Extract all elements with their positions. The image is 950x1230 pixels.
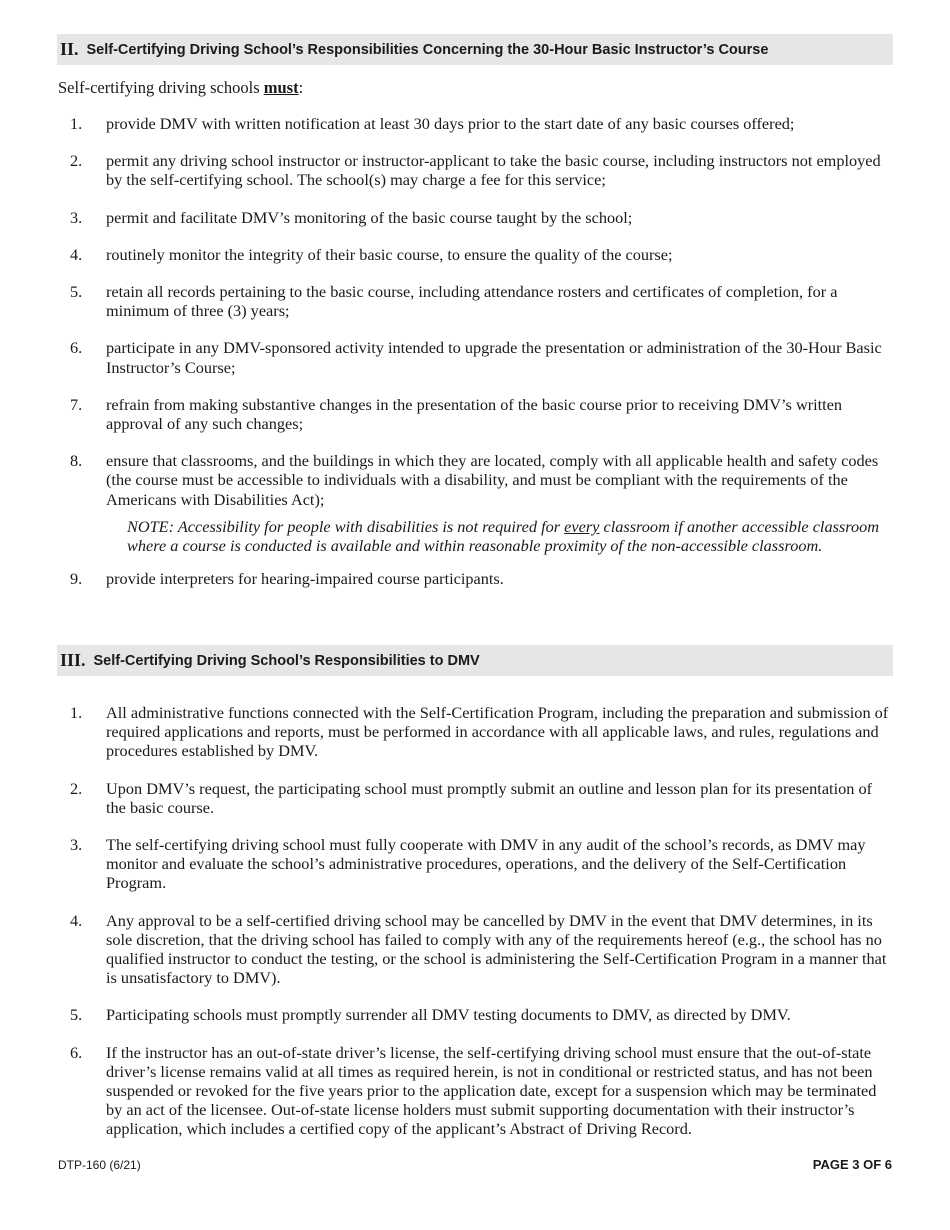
list-item [58, 151, 894, 189]
item-number: 9. [70, 569, 83, 589]
section-3-header [57, 645, 893, 676]
list-item [58, 395, 894, 433]
list-item [58, 114, 894, 133]
item-number: 8. [70, 451, 83, 471]
item-text: If the instructor has an out-of-state driver’s license, the self-certifying driving school must ensure that the out-of-state driver’s license remains valid at all times as required herein, is not in conditional or restricted status, and has not been suspended or revoked for the five years prior to the application date, except for a suspension which may be terminated by an act of the licensee. Out-of-state license holders must submit supporting documentation with their instructor’s application, which includes a certified copy of the applicant’s Abstract of Driving Record. [106, 1042, 877, 1139]
item-text: Participating schools must promptly surrender all DMV testing documents to DMV, as directed by DMV. [106, 1005, 791, 1025]
list-item [58, 911, 894, 988]
note-underline: every [564, 516, 600, 536]
note-text: NOTE: Accessibility for people with disabilities is not required for [127, 516, 565, 536]
item-number: 2. [70, 778, 83, 798]
item-text: refrain from making substantive changes in the presentation of the basic course prior to receiving DMV’s written approval of any such changes; [106, 394, 843, 434]
item-number: 1. [70, 703, 83, 722]
section-2-intro [58, 78, 303, 98]
accessibility-note [106, 517, 894, 555]
section-3-number: III. [60, 650, 86, 670]
must-emphasis: must [263, 78, 299, 97]
item-text: Any approval to be a self-certified driving school may be cancelled by DMV in the event that DMV determines, in its sole discretion, that the driving school has failed to comply with any of the requirements hereof (e.g., the school has no qualified instructor to conduct the testing, or the school is administering the Self-Certification Program in a manner that is unsatisfactory to DMV). [106, 910, 887, 988]
note-text-end: classroom if another accessible classroom where a course is conducted is available and within reasonable proximity of the non-accessible classroom. [127, 516, 880, 556]
item-number: 3. [70, 835, 83, 855]
item-number: 1. [70, 114, 83, 133]
section-2-title: Self-Certifying Driving School’s Responsibilities Concerning the 30-Hour Basic Instructor’s Course [86, 41, 769, 58]
section-3-title: Self-Certifying Driving School’s Responsibilities to DMV [93, 652, 480, 669]
intro-colon: : [298, 78, 304, 97]
list-item [58, 835, 894, 893]
list-item [58, 451, 894, 555]
list-item [58, 703, 894, 761]
form-id: DTP-160 (6/21) [58, 1158, 141, 1172]
section-3-list [58, 703, 894, 1139]
item-text: participate in any DMV-sponsored activity intended to upgrade the presentation or administration of the 30-Hour Basic Instructor’s Course; [106, 338, 882, 377]
item-text: retain all records pertaining to the basic course, including attendance rosters and certificates of completion, for a minimum of three (3) years; [106, 282, 838, 321]
list-item [58, 208, 894, 227]
item-text: routinely monitor the integrity of their basic course, to ensure the quality of the course; [106, 244, 673, 264]
list-item [58, 1043, 894, 1139]
item-number: 5. [70, 282, 83, 302]
section-2-header [57, 34, 893, 65]
item-number: 7. [70, 394, 83, 414]
section-2-number: II. [60, 39, 79, 59]
item-text: All administrative functions connected with the Self-Certification Program, including the preparation and submission of required applications and reports, must be performed in accordance with all applicable laws, and rules, regulations and procedures established by DMV. [106, 703, 889, 761]
list-item [58, 338, 894, 376]
item-text: provide interpreters for hearing-impaired course participants. [106, 569, 504, 589]
list-item [58, 1005, 894, 1024]
item-text: permit any driving school instructor or instructor-applicant to take the basic course, including instructors not employed by the self-certifying school. The school(s) may charge a fee for this service; [106, 151, 881, 190]
item-text: Upon DMV’s request, the participating school must promptly submit an outline and lesson plan for its presentation of the basic course. [106, 778, 873, 817]
item-number: 5. [70, 1005, 83, 1025]
page-number: PAGE 3 OF 6 [812, 1157, 892, 1172]
item-number: 4. [70, 244, 83, 264]
list-item [58, 779, 894, 817]
list-item [58, 282, 894, 320]
section-2-list [58, 114, 894, 588]
item-number: 3. [70, 207, 83, 227]
item-number: 6. [70, 338, 83, 358]
item-text: ensure that classrooms, and the buildings in which they are located, comply with all applicable health and safety codes (the course must be accessible to individuals with a disability, and must be compliant with the requirements of the Americans with Disabilities Act); [106, 451, 879, 509]
item-number: 4. [70, 910, 83, 930]
list-item [58, 569, 894, 588]
intro-text: Self-certifying driving schools [58, 78, 264, 97]
item-text: The self-certifying driving school must fully cooperate with DMV in any audit of the school’s records, as DMV may monitor and evaluate the school’s administrative procedures, operations, and the delivery of the Self-Certification Program. [106, 835, 866, 893]
item-text: provide DMV with written notification at least 30 days prior to the start date of any basic courses offered; [106, 114, 795, 133]
list-item [58, 245, 894, 264]
item-number: 2. [70, 151, 83, 171]
item-number: 6. [70, 1042, 83, 1062]
item-text: permit and facilitate DMV’s monitoring of the basic course taught by the school; [106, 207, 633, 227]
